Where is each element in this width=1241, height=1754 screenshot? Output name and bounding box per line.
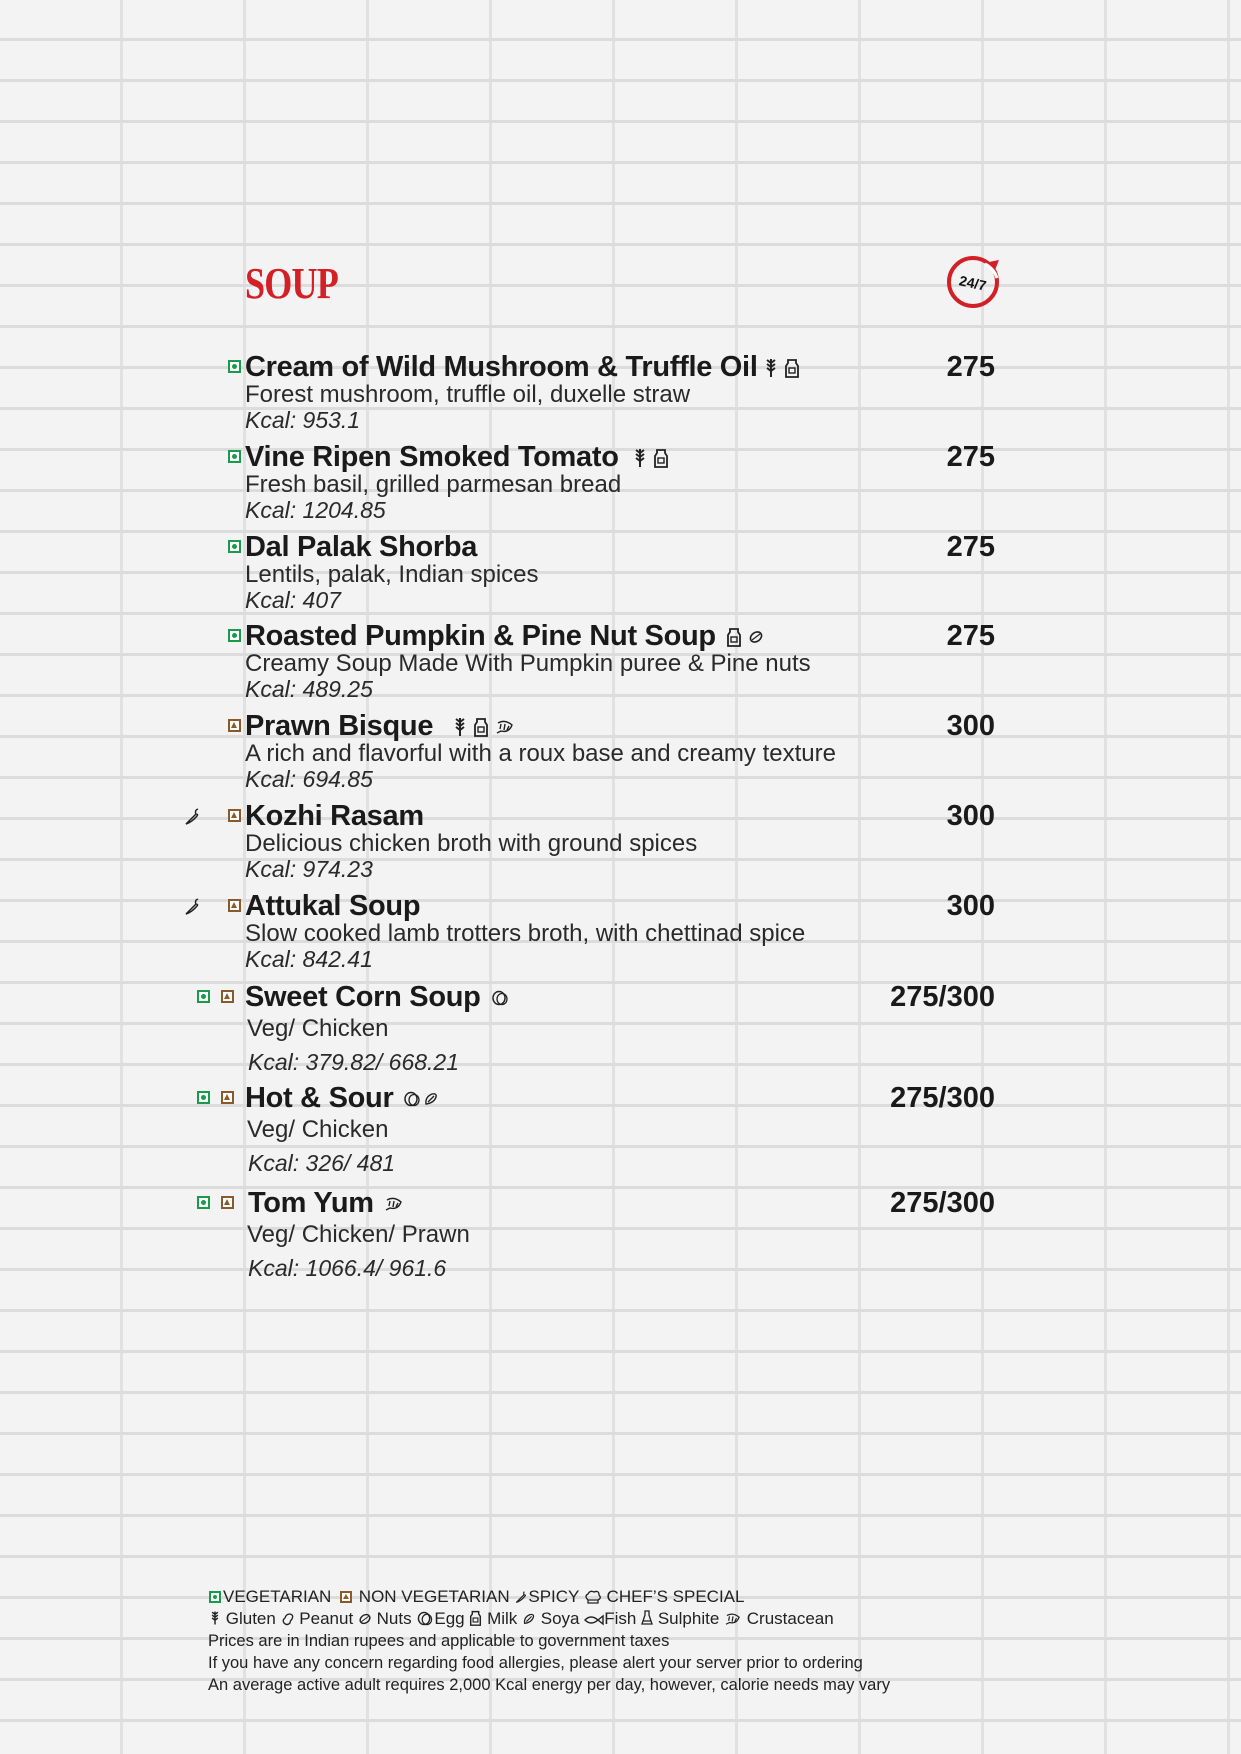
chili-icon [183,808,201,826]
veg-mark-icon [228,629,241,642]
item-name: Tom Yum [248,1187,404,1220]
egg-icon [491,990,509,1006]
sulphite-icon [641,1610,653,1626]
legend-chefs-special: CHEF’S SPECIAL [606,1587,745,1606]
item-name: Roasted Pumpkin & Pine Nut Soup [245,620,764,653]
item-kcal: Kcal: 1066.4/ 961.6 [248,1255,447,1281]
item-kcal: Kcal: 694.85 [245,766,373,792]
legend-soya: Soya [540,1609,580,1628]
item-description: A rich and flavorful with a roux base and creamy texture [245,740,836,767]
gluten-icon [764,357,778,379]
nonveg-mark-icon [340,1591,352,1603]
gluten-icon [209,1610,221,1626]
gluten-icon [453,716,467,738]
legend-row-allergens [209,1608,890,1630]
gluten-icon [633,447,647,469]
veg-mark-icon [209,1591,221,1603]
nonveg-mark-icon [221,1091,234,1104]
legend-peanut: Peanut [299,1609,354,1628]
clock-24-7-icon [945,252,1003,310]
item-kcal: Kcal: 953.1 [245,407,361,433]
item-kcal: Kcal: 407 [245,587,341,613]
legend-vegetarian: VEGETARIAN [223,1587,332,1606]
item-description: Veg/ Chicken [247,1116,389,1143]
veg-mark-icon [228,450,241,463]
nonveg-mark-icon [221,990,234,1003]
item-kcal: Kcal: 974.23 [245,856,373,882]
nuts-icon [358,1612,372,1626]
crustacean-icon [495,719,515,735]
item-price: 275/300 [890,1187,995,1219]
item-name: Attukal Soup [245,890,421,922]
item-description: Fresh basil, grilled parmesan bread [245,471,622,498]
veg-mark-icon [197,1196,210,1209]
badge-text: 24/7 [957,272,988,294]
legend-row-diet [209,1586,890,1608]
nuts-icon [748,629,764,645]
item-name: Kozhi Rasam [245,800,424,832]
milk-icon [726,627,742,647]
milk-icon [473,717,489,737]
item-name: Prawn Bisque [245,710,515,743]
crustacean-icon [724,1612,742,1626]
chef-hat-icon [584,1590,602,1604]
note-prices: Prices are in Indian rupees and applicable to government taxes [208,1632,670,1650]
item-description: Lentils, palak, Indian spices [245,561,539,588]
legend-crustacean: Crustacean [746,1609,834,1628]
item-name: Sweet Corn Soup [245,981,509,1014]
item-name: Cream of Wild Mushroom & Truffle Oil [245,351,800,384]
legend-gluten: Gluten [225,1609,276,1628]
fish-icon [584,1614,604,1626]
chili-icon [514,1590,528,1604]
legend-nuts: Nuts [376,1609,412,1628]
item-price: 275 [946,620,995,652]
egg-icon [403,1091,421,1107]
note-kcal: An average active adult requires 2,000 Kcal energy per day, however, calorie needs may vary [208,1676,891,1694]
item-price: 275/300 [890,981,995,1013]
veg-mark-icon [228,540,241,553]
item-price: 275 [946,441,995,473]
item-description: Delicious chicken broth with ground spices [245,830,698,857]
item-kcal: Kcal: 1204.85 [245,497,386,523]
veg-mark-icon [197,1091,210,1104]
item-kcal: Kcal: 326/ 481 [248,1150,396,1176]
item-description: Slow cooked lamb trotters broth, with chettinad spice [245,920,806,947]
item-kcal: Kcal: 379.82/ 668.21 [248,1049,459,1075]
soya-icon [522,1612,536,1626]
nonveg-mark-icon [228,809,241,822]
item-name: Hot & Sour [245,1082,439,1115]
nonveg-mark-icon [228,899,241,912]
legend-spicy: SPICY [528,1587,580,1606]
item-price: 275 [946,531,995,563]
egg-icon [416,1611,434,1626]
item-price: 300 [946,800,995,832]
legend-non-vegetarian: NON VEGETARIAN [358,1587,510,1606]
milk-icon [784,358,800,378]
soya-icon [423,1091,439,1107]
section-title: SOUP [245,259,338,308]
legend-egg: Egg [434,1609,465,1628]
item-kcal: Kcal: 489.25 [245,676,373,702]
item-name: Vine Ripen Smoked Tomato [245,441,669,474]
item-description: Creamy Soup Made With Pumpkin puree & Pine nuts [245,650,811,677]
crustacean-icon [384,1196,404,1212]
peanut-icon [281,1612,295,1626]
legend [209,1586,890,1696]
nonveg-mark-icon [221,1196,234,1209]
item-price: 275 [946,351,995,383]
legend-fish: Fish [604,1609,637,1628]
item-kcal: Kcal: 842.41 [245,946,373,972]
item-description: Forest mushroom, truffle oil, duxelle straw [245,381,691,408]
nonveg-mark-icon [228,719,241,732]
veg-mark-icon [228,360,241,373]
veg-mark-icon [197,990,210,1003]
legend-milk: Milk [487,1609,518,1628]
item-price: 300 [946,710,995,742]
note-allergies: If you have any concern regarding food allergies, please alert your server prior to ordering [208,1654,863,1672]
item-description: Veg/ Chicken/ Prawn [247,1221,470,1248]
milk-icon [653,448,669,468]
chili-icon [183,898,201,916]
item-price: 275/300 [890,1082,995,1114]
item-description: Veg/ Chicken [247,1015,389,1042]
milk-icon [469,1610,482,1626]
item-name: Dal Palak Shorba [245,531,478,563]
item-price: 300 [946,890,995,922]
legend-sulphite: Sulphite [657,1609,720,1628]
